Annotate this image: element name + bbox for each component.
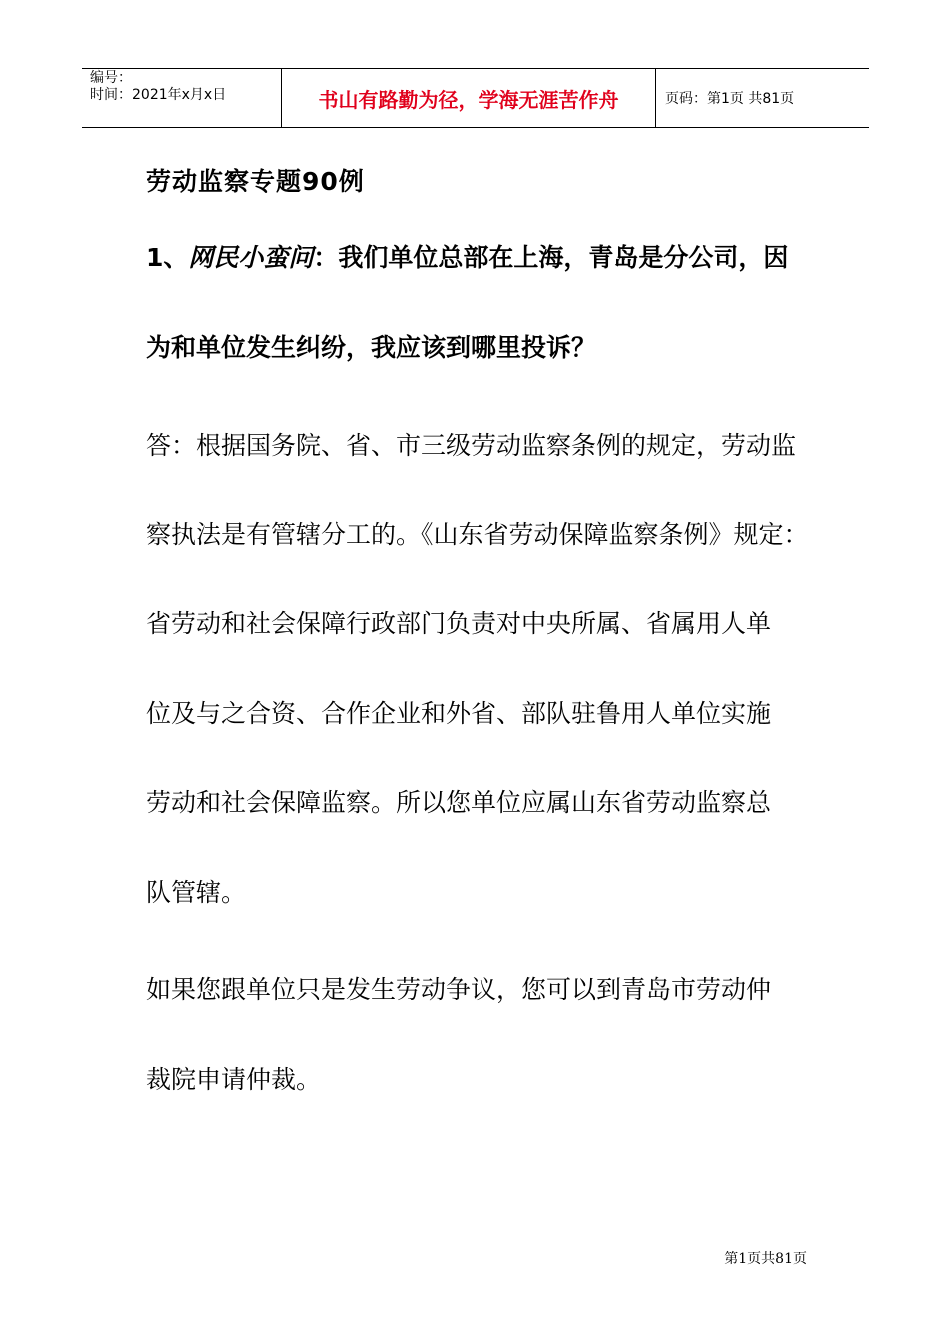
answer-line: 察执法是有管辖分工的。《山东省劳动保障监察条例》规定： — [146, 520, 809, 549]
answer-line: 省劳动和社会保障行政部门负责对中央所属、省属用人单 — [146, 609, 772, 638]
question-line-1 — [146, 238, 788, 274]
answer-line: 位及与之合资、合作企业和外省、部队驻鲁用人单位实施 — [146, 699, 772, 728]
page-footer: 第1页共81页 — [724, 1251, 807, 1267]
question-asker: 网民小蛮问 — [188, 243, 314, 272]
answer-line: 裁院申请仲裁。 — [146, 1065, 322, 1094]
page-header — [82, 68, 869, 128]
number-label: 编号： — [90, 70, 132, 86]
answer-line: 如果您跟单位只是发生劳动争议，您可以到青岛市劳动仲 — [146, 975, 772, 1004]
answer-line: 劳动和社会保障监察。所以您单位应属山东省劳动监察总 — [146, 788, 772, 817]
document-title: 劳动监察专题90例 — [146, 167, 365, 196]
header-page-info: 页码：第1页 共81页 — [665, 91, 795, 107]
header-motto: 书山有路勤为径，学海无涯苦作舟 — [282, 69, 656, 127]
answer-line: 队管辖。 — [146, 878, 247, 907]
header-meta-cell — [82, 69, 282, 127]
time-label: 时间：2021年x月x日 — [90, 87, 227, 103]
question-number: 1、 — [146, 243, 189, 272]
answer-line: 答：根据国务院、省、市三级劳动监察条例的规定，劳动监 — [146, 431, 797, 460]
question-text-1: ：我们单位总部在上海，青岛是分公司，因 — [313, 243, 789, 272]
question-line-2: 为和单位发生纠纷，我应该到哪里投诉？ — [146, 333, 597, 362]
